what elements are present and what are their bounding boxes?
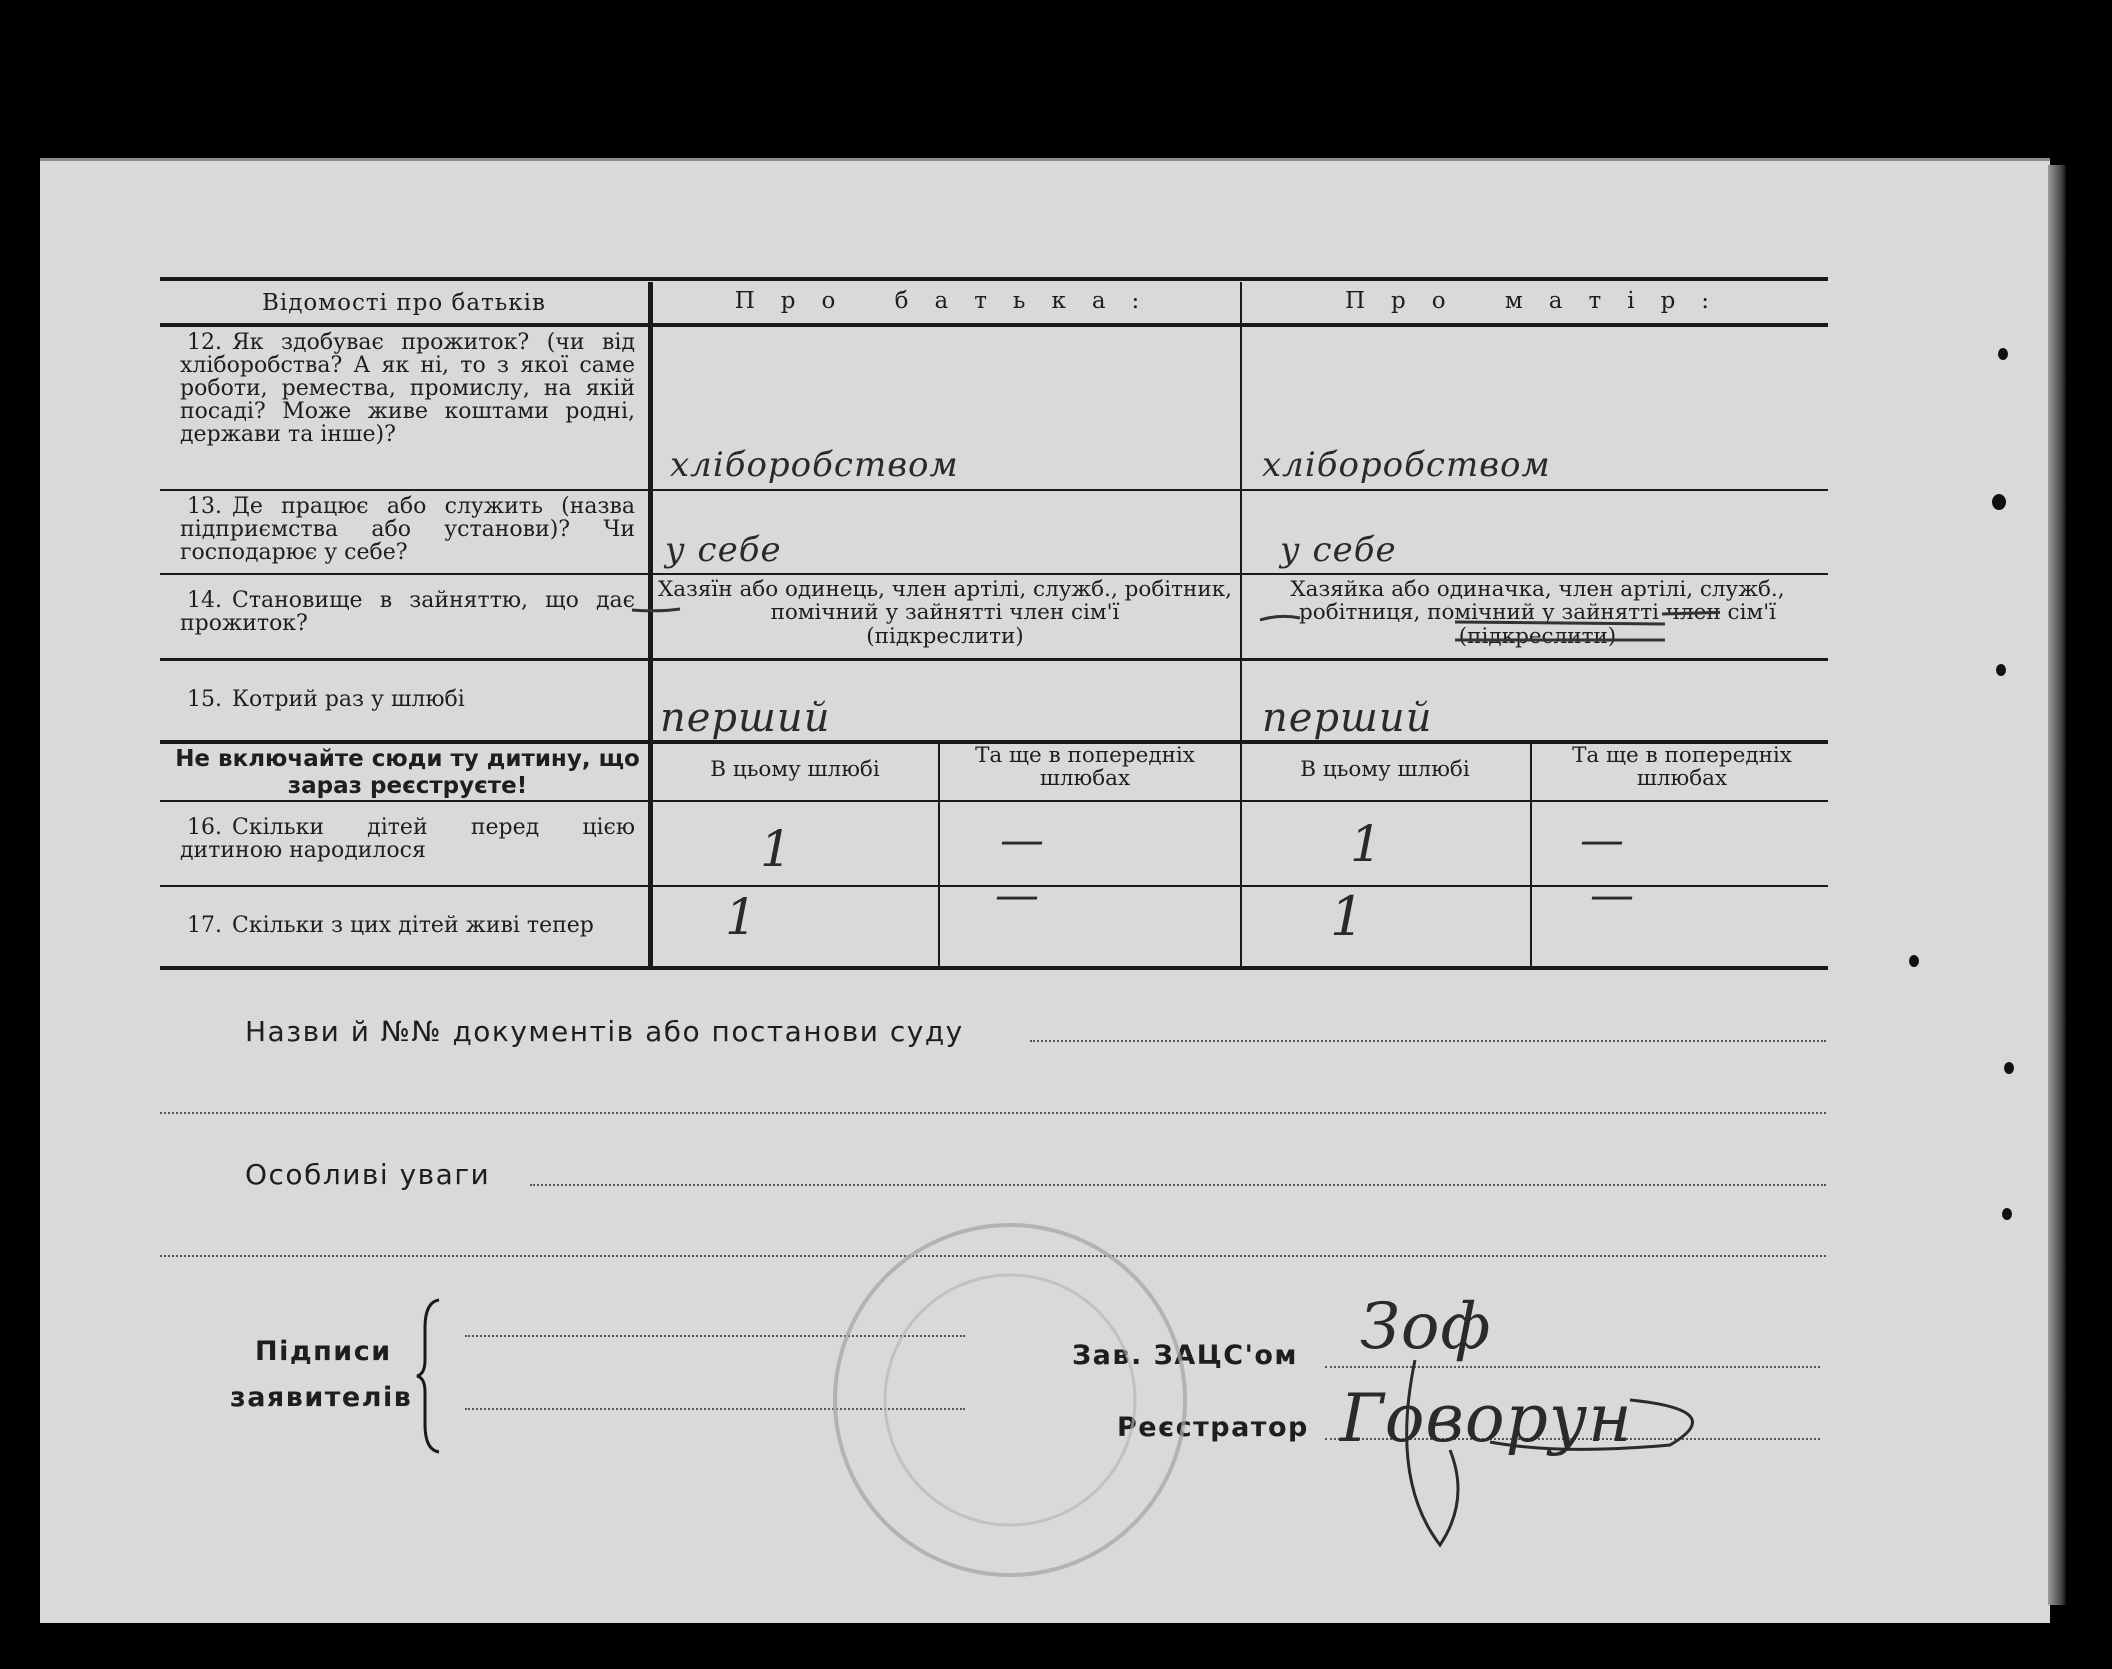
applicants-label-1: Підписи xyxy=(255,1336,392,1367)
options-14-mother: Хазяйка або одиначка, член артілі, служб., робітниця, помічний у зайнятті член сім'ї xyxy=(1290,577,1785,625)
answer-13-father: у себе xyxy=(665,530,782,570)
answer-17-mother-this: 1 xyxy=(1330,885,1366,948)
official-stamp xyxy=(820,1210,1200,1590)
answer-17-mother-prev: — xyxy=(1590,870,1635,921)
table-rule xyxy=(160,885,1828,887)
question-15: 15. Котрий раз у шлюбі xyxy=(187,687,465,712)
table-column-rule xyxy=(938,744,940,968)
answer-12-mother: хліборобством xyxy=(1262,445,1551,485)
answer-13-mother: у себе xyxy=(1280,530,1397,570)
binding-hole xyxy=(1909,955,1919,967)
signature-brace xyxy=(415,1298,445,1454)
answer-16-mother-this: 1 xyxy=(1350,815,1383,873)
col-this-marriage-mother: В цьому шлюбі xyxy=(1300,757,1470,782)
hand-underlines xyxy=(620,600,1720,650)
documents-line xyxy=(1030,1040,1826,1042)
question-16: 16. Скільки дітей перед цією дитиною народилося xyxy=(180,815,635,863)
answer-16-mother-prev: — xyxy=(1580,815,1625,866)
underline-note-father: (підкреслити) xyxy=(866,624,1024,649)
binding-hole xyxy=(2002,1208,2012,1220)
answer-16-father-prev: — xyxy=(1000,815,1045,866)
notes-line xyxy=(530,1184,1826,1186)
header-father: Про батька: xyxy=(734,288,1166,314)
table-bottom-rule xyxy=(160,966,1828,970)
notes-label: Особливі уваги xyxy=(245,1158,491,1191)
binding-hole xyxy=(1996,664,2006,676)
head-signature: Зоф xyxy=(1360,1290,1492,1364)
col-this-marriage-father: В цьому шлюбі xyxy=(710,757,880,782)
question-12: 12. Як здобуває прожиток? (чи від хліборобства? А як ні, то з якої саме роботи, ремества, промислу, на якій посаді? Може живе коштами родні, держави та інше)? xyxy=(180,330,635,447)
col-previous-father: Та ще в попередніх шлюбах xyxy=(975,743,1195,791)
answer-17-father-prev: — xyxy=(995,870,1040,921)
applicants-label-2: заявителів xyxy=(230,1382,413,1413)
answer-16-father-this: 1 xyxy=(760,820,793,878)
table-rule xyxy=(160,658,1828,661)
children-warning: Не включайте сюди ту дитину, що зараз реєструєте! xyxy=(175,746,640,799)
header-info: Відомості про батьків xyxy=(262,290,546,316)
table-rule xyxy=(160,800,1828,802)
binding-hole xyxy=(1992,494,2006,510)
binding-hole xyxy=(1998,348,2008,360)
documents-line-2 xyxy=(160,1112,1826,1114)
answer-17-father-this: 1 xyxy=(725,888,758,946)
answer-15-mother: перший xyxy=(1262,695,1433,741)
binding-hole xyxy=(2004,1062,2014,1074)
table-rule xyxy=(160,489,1828,491)
documents-label: Назви й №№ документів або постанови суду xyxy=(245,1015,964,1048)
answer-15-father: перший xyxy=(660,695,831,741)
table-rule xyxy=(160,573,1828,575)
page-edge xyxy=(2048,165,2066,1605)
question-14: 14. Становище в зайняттю, що дає прожиток? xyxy=(180,588,635,636)
signature-flourish xyxy=(1320,1330,1740,1560)
question-13: 13. Де працює або служить (назва підприємства або установи)? Чи господарює у себе? xyxy=(180,494,635,565)
table-column-rule xyxy=(1530,744,1532,968)
question-17: 17. Скільки з цих дітей живі тепер xyxy=(187,913,594,938)
registrar-label: Реєстратор xyxy=(1117,1412,1309,1443)
underline-note-mother: (підкреслити) xyxy=(1458,624,1617,649)
answer-12-father: хліборобством xyxy=(670,445,959,485)
options-14-father: Хазяїн або одинець, член артілі, служб., робітник, помічний у зайнятті член сім'ї xyxy=(657,577,1232,625)
table-rule xyxy=(160,323,1828,327)
header-mother: Про матір: xyxy=(1344,288,1736,314)
registrar-signature: Говорун xyxy=(1340,1380,1633,1457)
head-label: Зав. ЗАЦС'ом xyxy=(1072,1340,1298,1371)
col-previous-mother: Та ще в попередніх шлюбах xyxy=(1572,743,1792,791)
table-top-rule xyxy=(160,277,1828,281)
